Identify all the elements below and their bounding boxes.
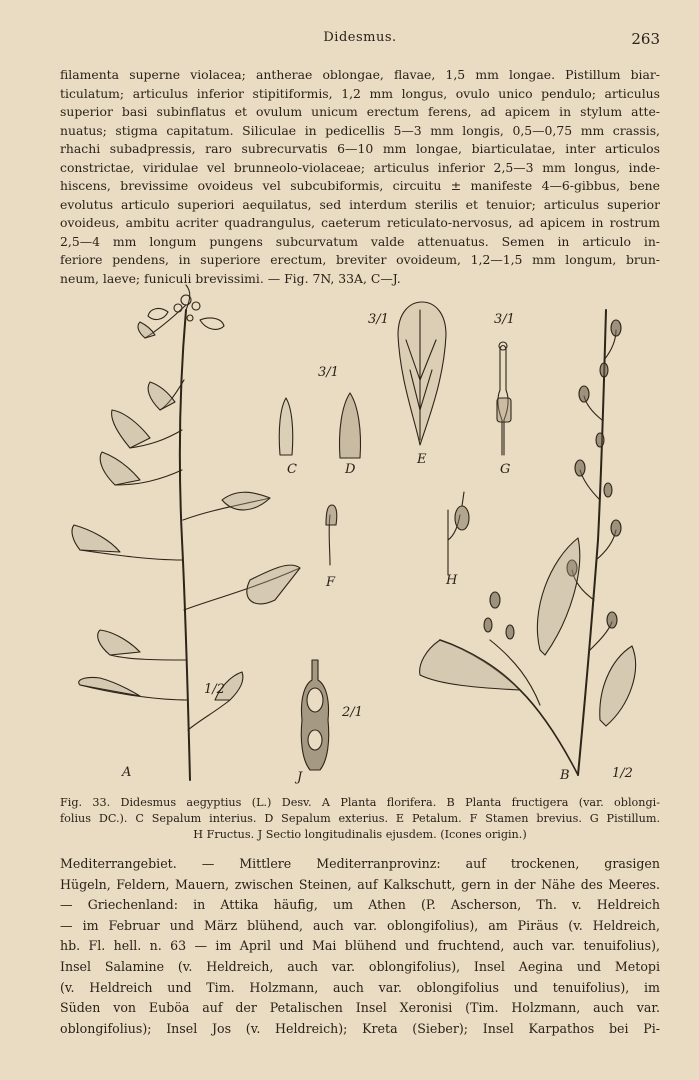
scale-label-j: 2/1 [342,705,363,720]
page-number: 263 [631,30,660,48]
text-line: Insel Salamine (v. Heldreich, auch var. oblongifolius), Insel Aegina und Metopi [60,958,660,974]
caption-line: Fig. 33. Didesmus aegyptius (L.) Desv. A Planta florifera. B Planta fructigera (var. oblongi- [60,796,660,809]
text-line: constrictae, viridulae vel brunneolo-violaceae; articulus inferior 2,5—3 mm longus, inde- [60,159,660,175]
sepal-interius-drawing [279,398,293,455]
text-line: feriore pendens, in superiore erectum, breviter ovoideum, 1,2—1,5 mm longum, brun- [60,252,660,267]
text-line: 2,5—4 mm longum pungens subcurvatum valde attenuatus. Semen in articulo in- [60,233,660,249]
figure-label-d: D [345,462,356,477]
scale-label-a: 1/2 [204,682,225,697]
plant-b-siliculae-drawing [484,320,621,639]
text-line: (v. Heldreich und Tim. Holzmann, auch var. oblongifolius und tenuifolius), im [60,979,660,995]
text-line: superior basi subinflatus et ovulum unicum erectum ferens, ad apicem in stylum atte- [60,104,660,119]
figure-label-j: J [297,770,303,785]
text-line: Hügeln, Feldern, Mauern, zwischen Steinen, auf Kalkschutt, gern in der Nähe des Meeres. [60,876,660,892]
text-line: — im Februar und März blühend, auch var. oblongifolius), am Piräus (v. Heldreich, [60,917,660,933]
stamen-drawing [326,505,337,565]
text-line: Mediterrangebiet. — Mittlere Mediterranprovinz: auf trockenen, grasigen [60,856,660,871]
text-line: ovoideus, ambitu acriter quadrangulus, caeterum reticulato-nervosus, ad apicem in rostrum [60,215,660,230]
plant-a-leaves-drawing [72,322,300,700]
fruit-section-drawing [301,660,328,770]
plant-b-fruiting-drawing [440,310,616,775]
fruit-drawing [448,492,469,575]
text-line: filamenta superne violacea; antherae oblongae, flavae, 1,5 mm longae. Pistillum biar- [60,67,660,82]
caption-line: folius DC.). C Sepalum interius. D Sepalum exterius. E Petalum. F Stamen brevius. G Pistillum. [60,812,660,825]
figure-label-a: A [122,765,132,780]
figure-label-h: H [446,573,458,588]
figure-label-b: B [560,768,570,783]
caption-line: H Fructus. J Sectio longitudinalis ejusdem. (Icones origin.) [193,828,527,841]
sepal-exterius-drawing [339,393,360,458]
figure-label-c: C [287,462,297,477]
text-line: neum, laeve; funiculi brevissimi. — Fig. 7N, 33A, C—J. [60,270,401,286]
text-line: hb. Fl. hell. n. 63 — im April und Mai blühend und fruchtend, auch var. tenuifolius), [60,938,660,954]
text-line: rhachi subadpressis, raro subrecurvatis 6—10 mm longae, biarticulatae, inter articulos [60,141,660,156]
text-line: Süden von Euböa auf der Petalischen Insel Xeronisi (Tim. Holzmann, auch var. [60,1000,660,1016]
scale-label-cd: 3/1 [318,365,339,380]
text-line: nuatus; stigma capitatum. Siliculae in pedicellis 5—3 mm longis, 0,5—0,75 mm crassis, [60,122,660,138]
figure-caption [60,795,660,843]
figure-label-e: E [417,452,427,467]
scale-label-e: 3/1 [368,312,389,327]
figure-label-f: F [326,575,336,590]
petal-drawing [398,302,446,445]
running-title: Didesmus. [323,30,397,45]
text-line: — Griechenland: in Attika häufig, um Athen (P. Ascherson, Th. v. Heldreich [60,897,660,913]
running-head [60,30,660,50]
scale-label-g: 3/1 [494,312,515,327]
description-paragraph [60,66,660,288]
plant-a-flowering-drawing [80,285,300,780]
distribution-paragraph [60,854,660,1039]
text-line: hiscens, brevissime ovoideus vel subcubiformis, circuitu ± manifeste 4—6-gibbus, bene [60,178,660,193]
text-line: evolutus articulo superiori aequilatus, sed interdum sterilis et tenuior; articulus superior [60,196,660,212]
scale-label-b: 1/2 [612,766,633,781]
text-line: ticulatum; articulus inferior stipitiformis, 1,2 mm longus, ovulo unico pendulo; articulus [60,85,660,101]
plant-b-leaves-drawing [420,538,636,726]
text-line: oblongifolius); Insel Jos (v. Heldreich); Kreta (Sieber); Insel Karpathos bei Pi- [60,1020,660,1036]
figure-label-g: G [500,462,511,477]
pistil-drawing [497,342,511,455]
